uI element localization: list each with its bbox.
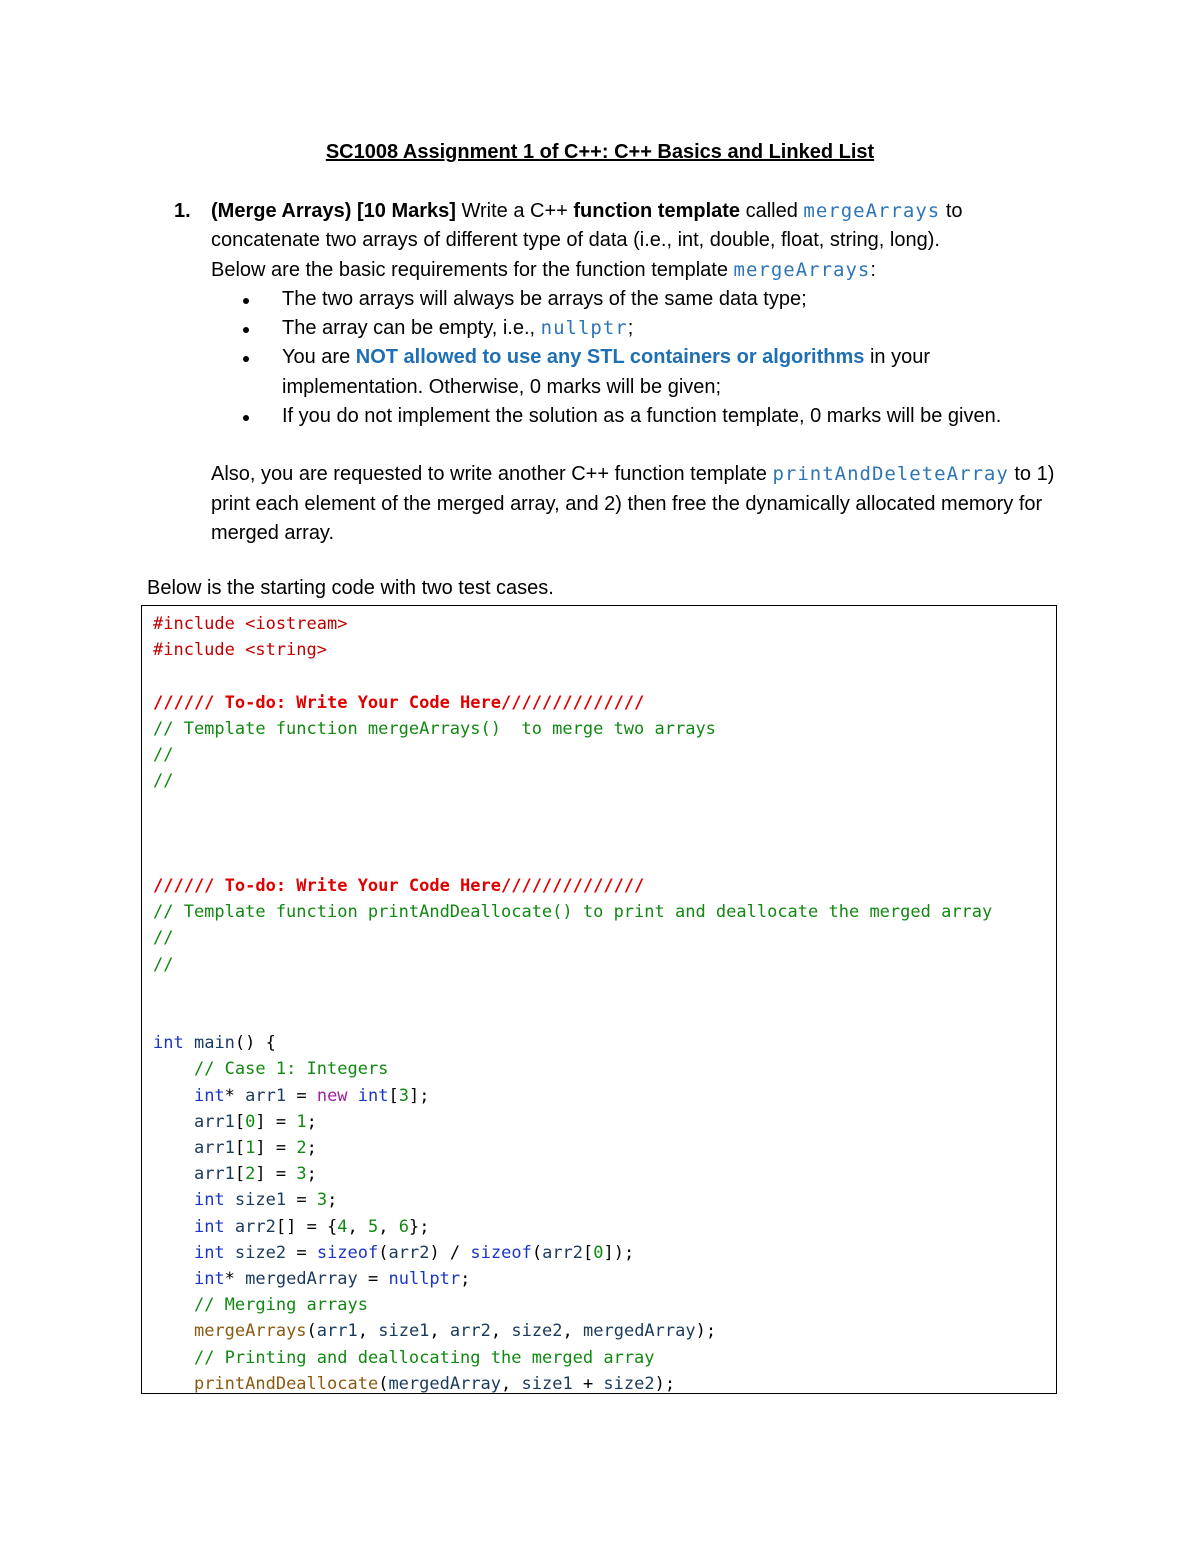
text: Write a C++ xyxy=(455,200,574,222)
code-keyword: int xyxy=(193,1242,225,1263)
code-identifier: arr1 xyxy=(193,1164,235,1185)
code-keyword: int xyxy=(193,1269,225,1290)
code-todo: ////// To-do: Write Your Code Here////////////// xyxy=(153,876,645,897)
code-identifier: arr2 xyxy=(449,1321,491,1342)
code-identifier: arr1 xyxy=(193,1111,235,1132)
code-identifier: arr2 xyxy=(542,1242,584,1263)
starter-code: #include <iostream> #include <string> ////// To-do: Write Your Code Here////////////// // Template function mergeArrays() to merge two arrays // // ////// To-do: Write Your Code Here////////////// // Template function printAndDeallocate() to print and deallocate the merged array // // int main() { // Case 1: Integers int* arr1 = new int[3]; arr1[0] = 1; arr1[1] = 2; arr1[2] = 3; int size1 = 3; int arr2[] = {4, 5, 6}; int size2 = sizeof(arr2) / sizeof(arr2[0]); int* mergedArray = nullptr; // Merging arrays mergeArrays(arr1, size1, arr2, size2, mergedArray); // Printing and deallocating the merged array printAndDeallocate(mergedArray, size1 + size2); xyxy=(153,614,993,1394)
code-identifier: mergedArray xyxy=(245,1269,358,1290)
code-number: 2 xyxy=(296,1138,307,1159)
code-number: 0 xyxy=(593,1242,604,1263)
text: Also, you are requested to write another C++ function template xyxy=(211,463,773,486)
code-number: 0 xyxy=(245,1111,256,1132)
code-identifier: size1 xyxy=(521,1373,573,1394)
document-title: SC1008 Assignment 1 of C++: C++ Basics and Linked List xyxy=(325,141,875,163)
question-number: 1. xyxy=(174,200,191,222)
code-identifier: size2 xyxy=(511,1321,563,1342)
code-keyword: int xyxy=(193,1216,225,1237)
code-comment: // Template function mergeArrays() to merge two arrays xyxy=(153,718,716,739)
code-punct: () { xyxy=(234,1033,276,1054)
code-include: #include <iostream> xyxy=(153,614,348,634)
code-comment: // xyxy=(153,771,174,792)
code-number: 3 xyxy=(316,1190,328,1211)
code-identifier: size1 xyxy=(234,1190,287,1211)
text: in your implementation. Otherwise, 0 marks will be given; xyxy=(282,346,930,398)
code-identifier: arr1 xyxy=(316,1321,358,1342)
text: ; xyxy=(627,317,634,340)
code-keyword: new xyxy=(316,1085,348,1106)
inline-code: mergeArrays xyxy=(803,200,941,222)
code-todo: ////// To-do: Write Your Code Here////////////// xyxy=(153,692,645,713)
question-body xyxy=(211,197,1071,548)
list-item xyxy=(211,343,1071,402)
code-function: printAndDeallocate xyxy=(193,1373,379,1394)
code-keyword: nullptr xyxy=(388,1269,461,1290)
code-include: #include <string> xyxy=(153,640,327,661)
code-identifier: size1 xyxy=(378,1321,430,1342)
code-keyword: sizeof xyxy=(316,1242,379,1263)
code-intro: Below is the starting code with two test cases. xyxy=(147,577,554,599)
code-keyword: int xyxy=(357,1085,389,1106)
requirements-list xyxy=(211,285,1071,431)
code-number: 4 xyxy=(337,1216,348,1237)
question-paragraph-1 xyxy=(211,197,1071,256)
text: You are xyxy=(282,346,356,369)
list-item xyxy=(211,285,1071,314)
code-number: 5 xyxy=(368,1216,379,1237)
code-number: 6 xyxy=(398,1216,410,1237)
text: The array can be empty, i.e., xyxy=(282,317,541,340)
question-paragraph-3 xyxy=(211,460,1071,548)
text-bold: function template xyxy=(573,200,741,222)
code-identifier: mergedArray xyxy=(388,1373,502,1394)
code-identifier: mergedArray xyxy=(583,1321,696,1342)
code-identifier: arr2 xyxy=(388,1242,430,1263)
bullet-icon xyxy=(243,327,249,333)
inline-code: printAndDeleteArray xyxy=(772,463,1009,486)
code-number: 2 xyxy=(245,1164,256,1185)
code-number: 1 xyxy=(245,1138,256,1159)
code-keyword: int xyxy=(153,1033,184,1054)
code-comment: // xyxy=(153,954,174,975)
inline-code: nullptr xyxy=(540,317,628,340)
code-identifier: size2 xyxy=(234,1242,287,1263)
code-block xyxy=(141,605,1057,1394)
question-heading: (Merge Arrays) [10 Marks] xyxy=(211,200,456,222)
code-identifier: main xyxy=(193,1033,235,1054)
code-comment: // Merging arrays xyxy=(193,1295,368,1316)
list-item xyxy=(211,402,1071,431)
code-comment: // xyxy=(153,928,174,949)
text: : xyxy=(870,258,876,281)
text: to 1) print each element of the merged array, and 2) then free the dynamically allocated memory for merged array. xyxy=(211,463,1055,544)
bullet-icon xyxy=(243,415,249,421)
text: to concatenate two arrays of different type of data (i.e., int, double, float, string, long). xyxy=(211,200,963,252)
code-keyword: sizeof xyxy=(470,1242,532,1263)
code-identifier: arr1 xyxy=(245,1085,287,1106)
code-number: 3 xyxy=(398,1085,410,1106)
text-emphasis: NOT allowed to use any STL containers or algorithms xyxy=(355,346,865,369)
code-identifier: arr1 xyxy=(193,1138,235,1159)
code-keyword: int xyxy=(193,1190,225,1211)
list-item xyxy=(211,314,1071,343)
code-identifier: arr2 xyxy=(234,1216,276,1237)
question-paragraph-2 xyxy=(211,256,1071,285)
code-comment: // xyxy=(153,745,174,766)
code-comment: // Template function printAndDeallocate() to print and deallocate the merged array xyxy=(153,902,993,923)
code-identifier: size2 xyxy=(603,1373,655,1394)
inline-code: mergeArrays xyxy=(733,258,871,281)
code-keyword: int xyxy=(193,1085,225,1106)
bullet-icon xyxy=(243,298,249,304)
code-comment: // Printing and deallocating the merged array xyxy=(193,1347,655,1368)
text: The two arrays will always be arrays of the same data type; xyxy=(282,287,807,310)
text: called xyxy=(740,200,804,222)
text: If you do not implement the solution as a function template, 0 marks will be given. xyxy=(282,405,1002,428)
code-comment: // Case 1: Integers xyxy=(193,1059,389,1080)
text: Below are the basic requirements for the function template xyxy=(211,258,734,281)
code-number: 1 xyxy=(296,1111,307,1132)
code-function: mergeArrays xyxy=(193,1321,307,1342)
bullet-icon xyxy=(243,356,249,362)
code-number: 3 xyxy=(296,1164,307,1185)
